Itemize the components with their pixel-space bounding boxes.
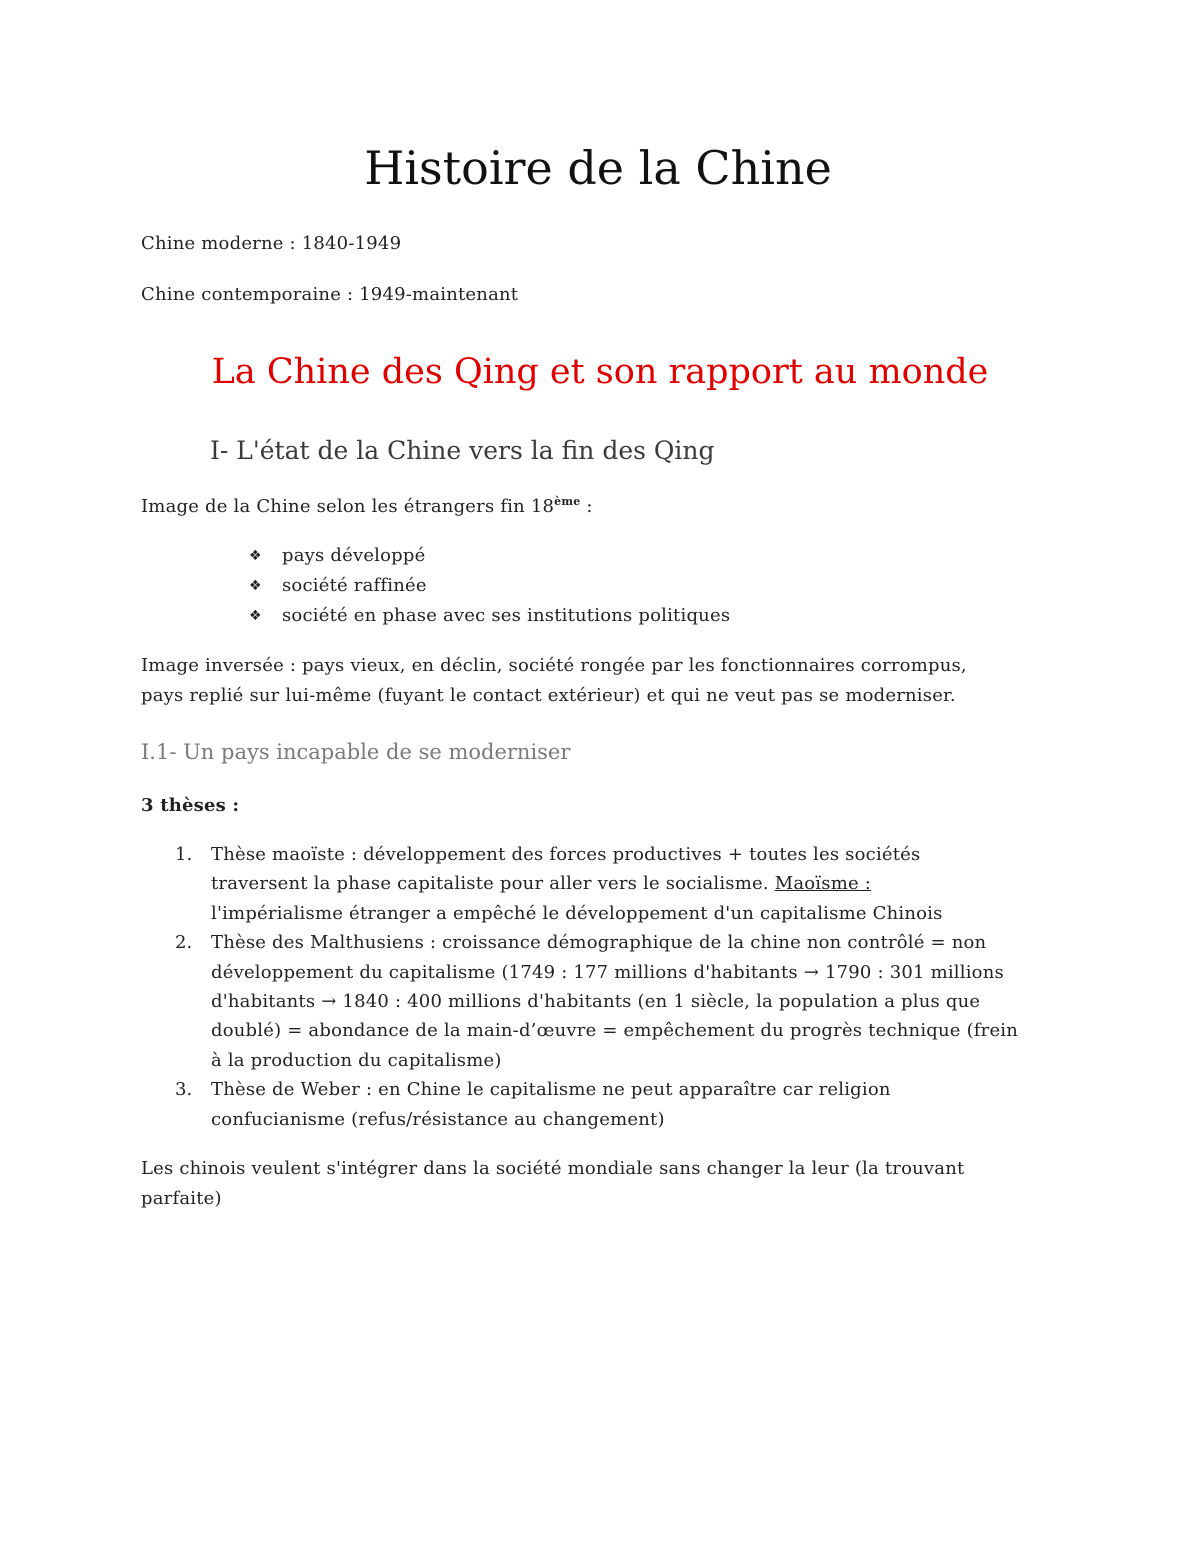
thesis-line: doublé) = abondance de la main-d’œuvre = empêchement du progrès technique (frein xyxy=(211,1020,1019,1041)
period-modern: Chine moderne : 1840-1949 xyxy=(141,233,402,254)
list-number: 3. xyxy=(175,1079,193,1100)
conclusion-line: Les chinois veulent s'intégrer dans la société mondiale sans changer la leur (la trouvant xyxy=(141,1158,965,1179)
diamond-bullet-icon: ❖ xyxy=(249,578,262,594)
diamond-bullet-icon: ❖ xyxy=(249,608,262,624)
document-title: Histoire de la Chine xyxy=(364,141,832,195)
thesis-line-text: traversent la phase capitaliste pour aller vers le socialisme. xyxy=(211,873,775,894)
heading-1-1: I.1- Un pays incapable de se moderniser xyxy=(141,740,571,764)
theses-label: 3 thèses : xyxy=(141,795,240,816)
list-item: pays développé xyxy=(282,545,426,566)
image-intro-superscript: ème xyxy=(554,495,581,508)
image-inverse-line: pays replié sur lui-même (fuyant le contact extérieur) et qui ne veut pas se moderniser. xyxy=(141,685,956,706)
heading-1: I- L'état de la Chine vers la fin des Qing xyxy=(210,436,715,465)
thesis-line: Thèse de Weber : en Chine le capitalisme ne peut apparaître car religion xyxy=(211,1079,891,1100)
list-number: 2. xyxy=(175,932,193,953)
image-inverse-line: Image inversée : pays vieux, en déclin, société rongée par les fonctionnaires corrompus, xyxy=(141,655,967,676)
image-intro xyxy=(141,496,593,517)
thesis-line: développement du capitalisme (1749 : 177 millions d'habitants → 1790 : 301 millions xyxy=(211,962,1004,983)
list-number: 1. xyxy=(175,844,193,865)
thesis-line xyxy=(211,873,871,894)
thesis-line: à la production du capitalisme) xyxy=(211,1050,502,1071)
thesis-line: Thèse maoïste : développement des forces productives + toutes les sociétés xyxy=(211,844,921,865)
conclusion-line: parfaite) xyxy=(141,1188,222,1209)
thesis-line: d'habitants → 1840 : 400 millions d'habitants (en 1 siècle, la population a plus que xyxy=(211,991,981,1012)
diamond-bullet-icon: ❖ xyxy=(249,548,262,564)
thesis-line: Thèse des Malthusiens : croissance démographique de la chine non contrôlé = non xyxy=(211,932,987,953)
period-contemporary: Chine contemporaine : 1949-maintenant xyxy=(141,284,519,305)
image-intro-text: Image de la Chine selon les étrangers fin 18 xyxy=(141,496,555,517)
section-title: La Chine des Qing et son rapport au monde xyxy=(211,352,989,392)
image-intro-suffix: : xyxy=(580,496,593,517)
thesis-line: confucianisme (refus/résistance au changement) xyxy=(211,1109,665,1130)
thesis-line: l'impérialisme étranger a empêché le développement d'un capitalisme Chinois xyxy=(211,903,943,924)
maoism-underlined: Maoïsme : xyxy=(774,873,872,894)
list-item: société en phase avec ses institutions politiques xyxy=(282,605,731,626)
list-item: société raffinée xyxy=(282,575,427,596)
